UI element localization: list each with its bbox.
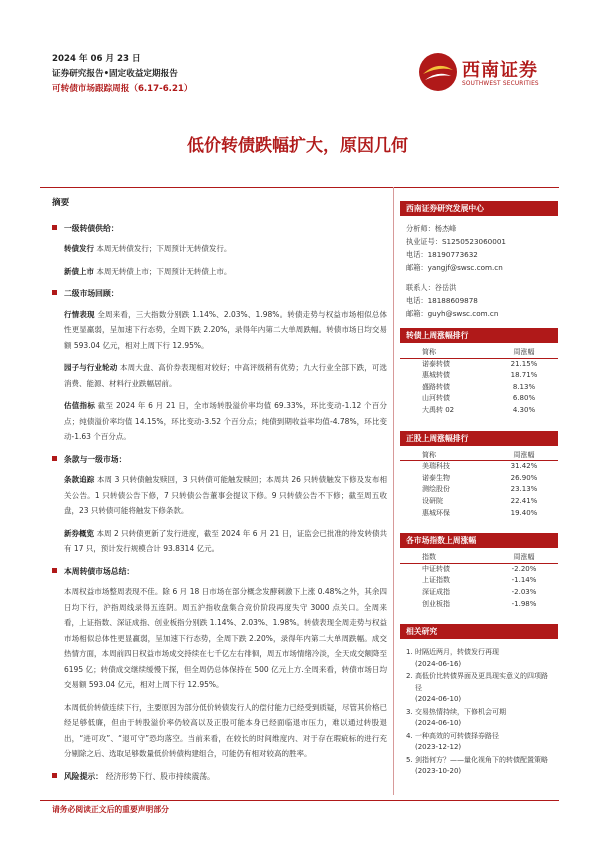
table-row: 中证转债 -2.20% bbox=[422, 564, 537, 573]
table-header: 转债上周涨幅排行 bbox=[400, 328, 558, 343]
research-item[interactable]: 4. 一种高效的可转债择券路径 (2023-12-12) bbox=[406, 731, 499, 752]
logo-name-en: SOUTHWEST SECURITIES bbox=[462, 81, 539, 87]
abstract-label: 摘要 bbox=[52, 198, 70, 208]
table-row: 深证成指 -2.03% bbox=[422, 587, 537, 596]
table-row: 诺泰生物 26.90% bbox=[422, 473, 538, 482]
tel-line: 电话：18188609878 bbox=[406, 296, 478, 305]
report-date: 2024 年 06 月 23 日 bbox=[52, 54, 141, 64]
contact-header: 西南证券研究发展中心 bbox=[400, 201, 558, 216]
section-heading: 二级市场回顾： bbox=[52, 286, 387, 302]
section-paragraph: 本周权益市场整周表现不佳。除 6 月 18 日市场在部分概念发酵刺激下上涨 0.48%之外，其余四日均下行，沪指周线录得五连阴。周五沪指收盘集合竞价阶段再度失守 3000 点关口。全周来看，上证指数、深证成指、创业板指分别跌 1.14%、2.03%、1.98%。转债表现全周走势与权益市场相似总体性更显羸弱，呈加速下行态势，全周下跌 2.20%，录得年内第二大单周跌幅。成交热情方面，本周前四日权益市场成交持续在七千亿左右徘徊，周五市场情绪冷淡，全天成交额降至 6195 亿；转债成交继续缓慢下探，但全周仍总体保持在 500 亿元上方.全周来看，转债市场日均交易额 593.04 亿元，相对上周下行 12.95%。 bbox=[64, 587, 387, 689]
contact-block bbox=[400, 216, 558, 320]
section-heading: 本周转债市场总结： bbox=[52, 564, 387, 580]
table-row: 盛路转债 8.13% bbox=[422, 382, 536, 391]
table-row: 测绘股份 23.13% bbox=[422, 485, 538, 494]
company-logo bbox=[418, 50, 558, 94]
table-row: 惠城转债 18.71% bbox=[422, 371, 538, 380]
table-head: 指数 周涨幅 bbox=[400, 552, 558, 564]
report-series: 可转债市场跟踪周报（6.17-6.21） bbox=[52, 84, 193, 94]
footer-disclaimer: 请务必阅读正文后的重要声明部分 bbox=[52, 805, 169, 814]
column-divider bbox=[393, 187, 394, 795]
page-title: 低价转债跌幅扩大，原因几何 bbox=[187, 136, 408, 156]
table-row: 大禹转 02 4.30% bbox=[422, 405, 536, 414]
section-paragraph: 新券概览 本周 2 只转债更新了发行进度，截至 2024 年 6 月 21 日，证监会已批准的待发转债共有 17 只，预计发行规模合计 93.8314 亿元。 bbox=[64, 528, 388, 553]
table-row: 设研院 22.41% bbox=[422, 496, 538, 505]
research-item[interactable]: 5. 剑指何方？——量化视角下的转债配置策略 (2023-10-20) bbox=[406, 755, 548, 776]
section-heading: 一级转债供给： bbox=[52, 221, 387, 237]
table-head: 简称 周涨幅 bbox=[400, 450, 558, 462]
table-row: 诺泰转债 21.15% bbox=[422, 359, 538, 368]
section-paragraph: 本周低价转债连续下行，主要原因为部分低价转债发行人的偿付能力已经受到质疑，尽管其价格已经足够低廉，但由于转股溢价率仍较高以及正股可能本身已经面临退市压力，难以通过转股退出，“进可攻”、“退可守”恐均落空。当前来看，在较长的时间维度内、对于存在瑕疵标的进行充分剔除之后、选取足够数量低价转债构建组合，可能仍有相对较高的胜率。 bbox=[64, 702, 387, 758]
cert-line: 执业证号：S1250523060001 bbox=[406, 237, 506, 246]
tel-line: 电话：18190773632 bbox=[406, 250, 478, 259]
research-item[interactable]: 2. 高低价比转债界面及更具现实意义的四项路径 (2024-06-10) bbox=[406, 672, 548, 704]
mail-line[interactable]: 邮箱：guyh@swsc.com.cn bbox=[406, 309, 499, 318]
report-header bbox=[52, 52, 193, 97]
index-table bbox=[400, 552, 558, 610]
report-type: 证券研究报告•固定收益定期报告 bbox=[52, 69, 178, 79]
research-header: 相关研究 bbox=[400, 624, 558, 639]
mail-line[interactable]: 邮箱：yangjf@swsc.com.cn bbox=[406, 263, 503, 272]
table-row: 山河转债 6.80% bbox=[422, 394, 536, 403]
logo-name-cn: 西南证券 bbox=[462, 60, 538, 81]
table-row: 创业板指 -1.98% bbox=[422, 599, 537, 608]
table-row: 上证指数 -1.14% bbox=[422, 576, 537, 585]
section-paragraph: 新债上市 本周无转债上市；下周预计无转债上市。 bbox=[64, 266, 232, 276]
table-header: 正股上周涨幅排行 bbox=[400, 431, 558, 446]
section-paragraph: 条款追踪 本周 3 只转债触发赎回，3 只转债可能触发赎回；本周共 26 只转债触发下修及发布相关公告。1 只转债公告下修，7 只转债公告董事会提议下修。9 只转债公告不下修；截至周五收盘，23 只转债可能将触发下修条款。 bbox=[64, 475, 388, 515]
table-header: 各市场指数上周涨幅 bbox=[400, 533, 558, 548]
analyst-line: 分析师：杨杰峰 bbox=[406, 224, 457, 233]
research-item[interactable]: 3. 交易热情持续，下修机会可期 (2024-06-10) bbox=[406, 707, 506, 728]
table-head: 简称 周涨幅 bbox=[400, 347, 558, 359]
bottom-divider bbox=[40, 800, 559, 801]
research-list bbox=[400, 639, 558, 778]
logo-mark-icon bbox=[418, 52, 458, 92]
table-row: 惠城环保 19.40% bbox=[422, 508, 538, 517]
ranking-table bbox=[400, 450, 558, 520]
ranking-table bbox=[400, 347, 558, 417]
contact-line: 联系人：谷岳洪 bbox=[406, 283, 457, 292]
sidebar bbox=[400, 201, 558, 779]
research-item[interactable]: 1. 时隔近两月，转债发行再现 (2024-06-16) bbox=[406, 648, 499, 668]
risk-note: 风险提示： 经济形势下行、股市持续震荡。 bbox=[52, 769, 387, 785]
section-paragraph: 转债发行 本周无转债发行；下周预计无转债发行。 bbox=[64, 244, 232, 253]
section-heading: 条款与一级市场： bbox=[52, 452, 387, 468]
table-row: 美瑞科技 31.42% bbox=[422, 462, 538, 471]
section-paragraph: 行情表现 全周来看，三大指数分别跌 1.14%、2.03%、1.98%。转债走势与权益市场相似总体性更显羸弱，呈加速下行态势，全周下跌 2.20%，录得年内第二大单周跌幅。转债市场日均交易额 593.04 亿元，相对上周下行 12.95%。 bbox=[64, 309, 387, 350]
section-paragraph: 园子与行业轮动 本周大盘、高价券表现相对较好；中高评级稍有优势；九大行业全部下跌，可选消费、能源、材料行业跌幅居前。 bbox=[64, 363, 388, 388]
section-paragraph: 估值指标 截至 2024 年 6 月 21 日，全市场转股溢价率均值 69.33%，环比变动-1.12 个百分点；纯债溢价率均值 14.15%，环比变动-3.52 个百分点；纯债到期收益率均值-4.78%，环比变动-1.63 个百分点。 bbox=[64, 401, 388, 441]
top-divider bbox=[40, 187, 559, 188]
main-column bbox=[52, 196, 387, 789]
